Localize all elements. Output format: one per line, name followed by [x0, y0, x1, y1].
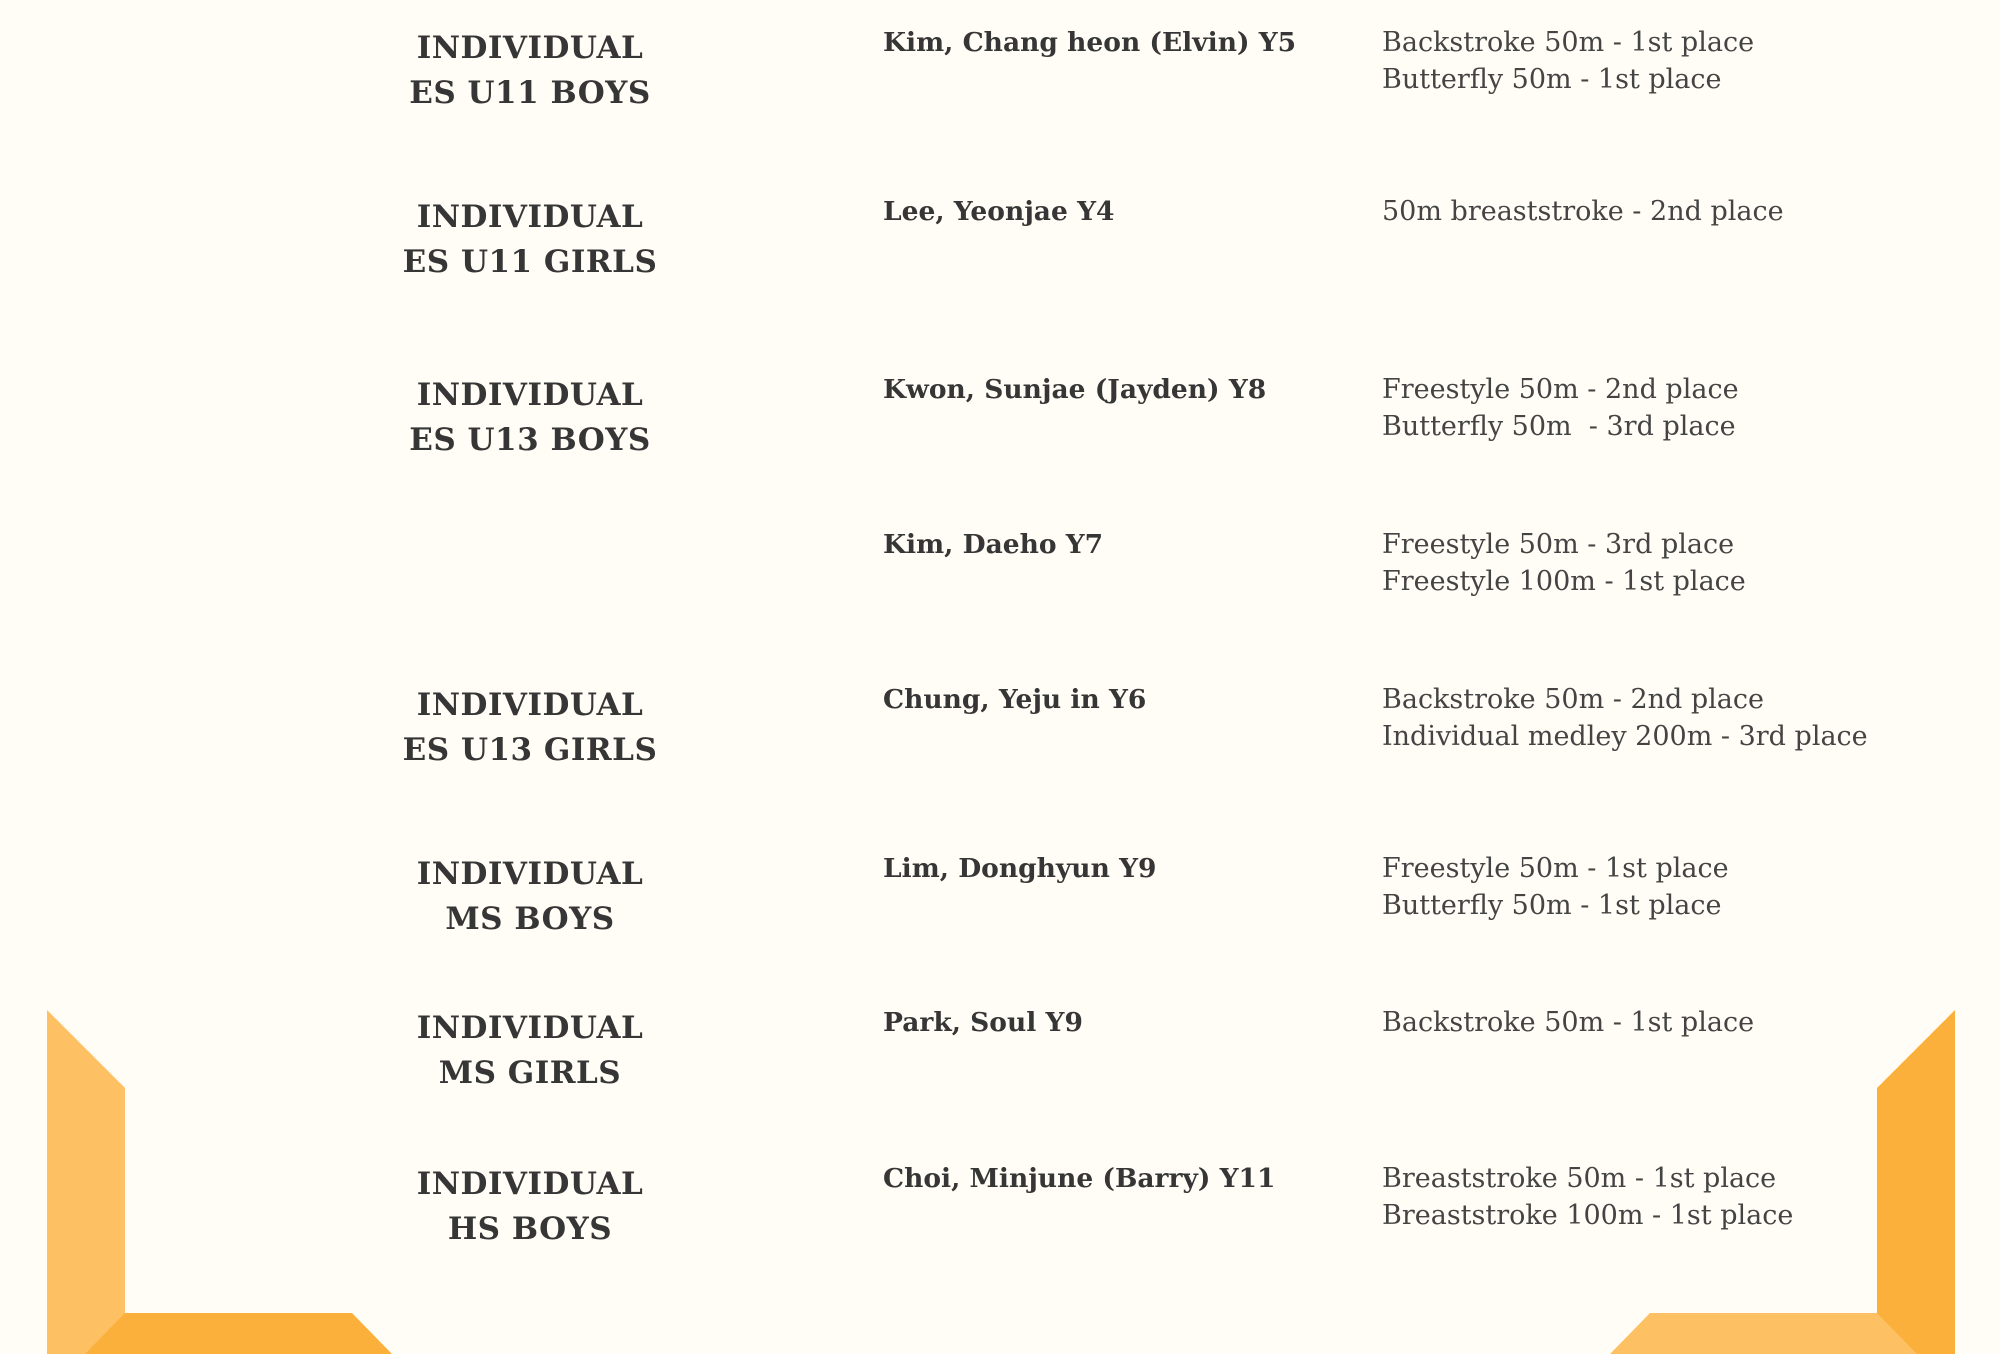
category-heading	[380, 683, 680, 773]
category-line: INDIVIDUAL	[416, 199, 644, 235]
result-item: Backstroke 50m - 2nd place	[1382, 684, 1765, 715]
category-line: INDIVIDUAL	[416, 1010, 644, 1046]
category-line: MS BOYS	[445, 901, 615, 937]
category-line: INDIVIDUAL	[416, 377, 644, 413]
result-item: 50m breaststroke - 2nd place	[1382, 196, 1784, 227]
swimmer-name: Kwon, Sunjae (Jayden) Y8	[883, 374, 1267, 405]
category-line: ES U13 BOYS	[409, 422, 651, 458]
swimmer-name: Lim, Donghyun Y9	[883, 853, 1157, 884]
left-frame-bar	[47, 1010, 125, 1354]
results-list	[1382, 371, 1739, 445]
results-list	[1382, 850, 1729, 924]
result-item: Freestyle 50m - 1st place	[1382, 853, 1729, 884]
result-item: Individual medley 200m - 3rd place	[1382, 721, 1868, 752]
category-line: INDIVIDUAL	[416, 856, 644, 892]
results-list	[1382, 681, 1868, 755]
result-item: Butterfly 50m - 1st place	[1382, 64, 1722, 95]
category-line: MS GIRLS	[438, 1055, 622, 1091]
swimmer-name: Choi, Minjune (Barry) Y11	[883, 1163, 1276, 1194]
result-item: Freestyle 50m - 2nd place	[1382, 374, 1739, 405]
category-heading	[380, 195, 680, 285]
swimmer-name: Kim, Chang heon (Elvin) Y5	[883, 27, 1297, 58]
results-list	[1382, 526, 1746, 600]
left-bottom-bar	[85, 1313, 392, 1354]
category-heading	[380, 373, 680, 463]
result-item: Breaststroke 100m - 1st place	[1382, 1200, 1794, 1231]
swimmer-name: Park, Soul Y9	[883, 1007, 1083, 1038]
category-heading	[380, 26, 680, 116]
category-heading	[380, 852, 680, 942]
right-bottom-bar	[1610, 1313, 1917, 1354]
result-item: Freestyle 100m - 1st place	[1382, 566, 1746, 597]
swimmer-name: Chung, Yeju in Y6	[883, 684, 1147, 715]
results-list	[1382, 1160, 1793, 1234]
category-line: HS BOYS	[447, 1211, 613, 1247]
result-item: Breaststroke 50m - 1st place	[1382, 1163, 1777, 1194]
results-list	[1382, 1004, 1754, 1041]
category-line: ES U13 GIRLS	[402, 732, 658, 768]
result-item: Butterfly 50m - 3rd place	[1382, 411, 1736, 442]
category-line: INDIVIDUAL	[416, 687, 644, 723]
swimmer-name: Kim, Daeho Y7	[883, 529, 1104, 560]
category-line: INDIVIDUAL	[416, 30, 644, 66]
result-item: Backstroke 50m - 1st place	[1382, 1007, 1755, 1038]
results-list	[1382, 193, 1784, 230]
right-frame-bar	[1877, 1010, 1955, 1354]
result-item: Freestyle 50m - 3rd place	[1382, 529, 1735, 560]
category-heading	[380, 1006, 680, 1096]
result-item: Butterfly 50m - 1st place	[1382, 890, 1722, 921]
result-item: Backstroke 50m - 1st place	[1382, 27, 1755, 58]
category-line: INDIVIDUAL	[416, 1166, 644, 1202]
category-line: ES U11 BOYS	[409, 75, 651, 111]
swimmer-name: Lee, Yeonjae Y4	[883, 196, 1115, 227]
category-heading	[380, 1162, 680, 1252]
category-line: ES U11 GIRLS	[402, 244, 658, 280]
results-list	[1382, 24, 1754, 98]
